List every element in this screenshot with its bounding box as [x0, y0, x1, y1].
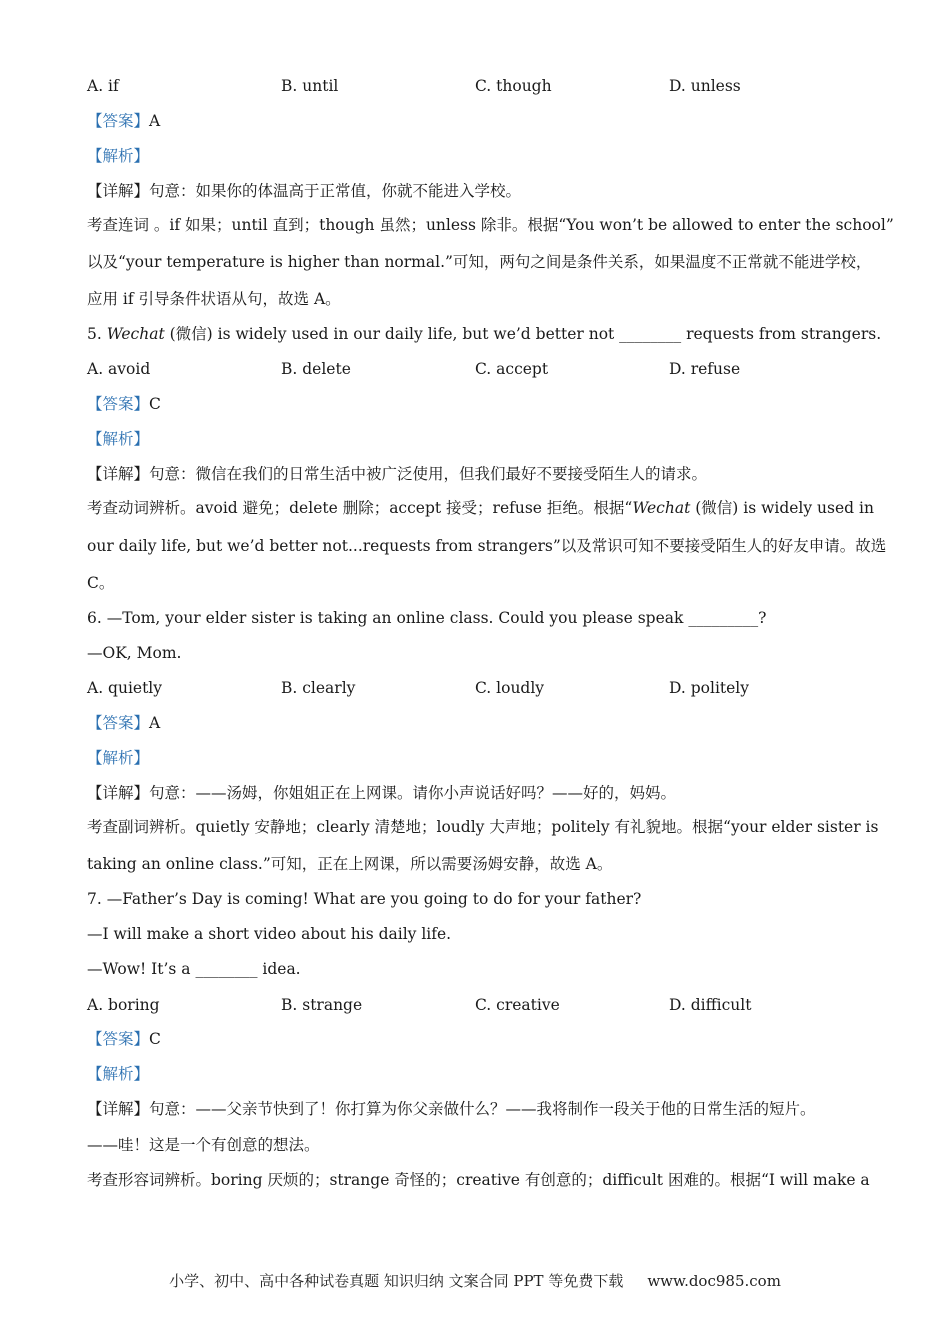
answer-tag: 【答案】 — [87, 1030, 150, 1048]
q7-option-d: D. difficult — [669, 996, 752, 1014]
q4-explanation-1: 考查连词 。if 如果；until 直到；though 虽然；unless 除非。根据“You won’t be allowed to enter the school” — [87, 216, 894, 234]
q5-exp1-wechat: Wechat — [632, 499, 691, 517]
q7-stem-2: —I will make a short video about his daily life. — [87, 925, 452, 943]
detail-text: 句意：——汤姆，你姐姐正在上网课。请你小声说话好吗？——好的，妈妈。 — [149, 784, 677, 802]
q7-analysis-tag: 【解析】 — [87, 1065, 150, 1083]
footer-url[interactable]: www.doc985.com — [647, 1272, 781, 1290]
q5-options — [87, 359, 887, 379]
q6-explanation-1: 考查副词辨析。quietly 安静地；clearly 清楚地；loudly 大声地；politely 有礼貌地。根据“your elder sister is — [87, 818, 879, 836]
q5-detail — [87, 464, 707, 484]
q5-answer — [87, 394, 161, 414]
q7-option-a: A. boring — [87, 996, 160, 1014]
q4-explanation-2: 以及“your temperature is higher than normal.”可知，两句之间是条件关系，如果温度不正常就不能进学校， — [87, 253, 872, 271]
q4-options — [87, 76, 887, 96]
q7-options — [87, 995, 887, 1015]
q5-explanation-2: our daily life, but we’d better not...requests from strangers”以及常识可知不要接受陌生人的好友申请。故选 — [87, 537, 887, 555]
q5-number: 5. — [87, 325, 107, 343]
q6-option-c: C. loudly — [475, 679, 545, 697]
detail-text: 句意：微信在我们的日常生活中被广泛使用，但我们最好不要接受陌生人的请求。 — [149, 465, 708, 483]
q5-explanation-1 — [87, 498, 874, 518]
q6-option-b: B. clearly — [281, 679, 356, 697]
detail-tag: 【详解】 — [87, 1100, 150, 1118]
q5-exp1-part-b: (微信) is widely used in — [690, 499, 874, 517]
answer-tag: 【答案】 — [87, 395, 150, 413]
q4-option-d: D. unless — [669, 77, 741, 95]
q4-detail — [87, 181, 521, 201]
answer-value: A — [149, 714, 161, 732]
q6-option-a: A. quietly — [87, 679, 163, 697]
q5-stem — [87, 324, 881, 344]
detail-text: 句意：——父亲节快到了！你打算为你父亲做什么？——我将制作一段关于他的日常生活的短片。 — [149, 1100, 816, 1118]
answer-value: C — [149, 1030, 161, 1048]
q6-answer — [87, 713, 160, 733]
q7-detail-2: ——哇！这是一个有创意的想法。 — [87, 1136, 320, 1154]
q7-stem-3: —Wow! It’s a ________ idea. — [87, 960, 301, 978]
q5-option-c: C. accept — [475, 360, 549, 378]
q7-answer — [87, 1029, 161, 1049]
q4-option-b: B. until — [281, 77, 339, 95]
q5-stem-rest: (微信) is widely used in our daily life, but we’d better not ________ requests from strangers. — [164, 325, 882, 343]
page-footer — [0, 1270, 950, 1291]
q6-stem-1: 6. —Tom, your elder sister is taking an online class. Could you please speak _________? — [87, 609, 767, 627]
answer-value: C — [149, 395, 161, 413]
q5-option-d: D. refuse — [669, 360, 741, 378]
detail-text: 句意：如果你的体温高于正常值，你就不能进入学校。 — [149, 182, 522, 200]
q7-option-b: B. strange — [281, 996, 363, 1014]
q4-option-c: C. though — [475, 77, 552, 95]
q5-wechat: Wechat — [106, 325, 165, 343]
q7-option-c: C. creative — [475, 996, 560, 1014]
q4-answer — [87, 111, 160, 131]
footer-text: 小学、初中、高中各种试卷真题 知识归纳 文案合同 PPT 等免费下载 — [169, 1272, 624, 1290]
q4-analysis-tag: 【解析】 — [87, 147, 150, 165]
answer-tag: 【答案】 — [87, 112, 150, 130]
q6-analysis-tag: 【解析】 — [87, 749, 150, 767]
q7-explanation-1: 考查形容词辨析。boring 厌烦的；strange 奇怪的；creative 有创意的；difficult 困难的。根据“I will make a — [87, 1171, 870, 1189]
q6-options — [87, 678, 887, 698]
q6-stem-2: —OK, Mom. — [87, 644, 182, 662]
q7-detail — [87, 1099, 816, 1119]
answer-tag: 【答案】 — [87, 714, 150, 732]
q5-explanation-3: C。 — [87, 574, 115, 592]
q5-analysis-tag: 【解析】 — [87, 430, 150, 448]
q6-detail — [87, 783, 676, 803]
q6-explanation-2: taking an online class.”可知，正在上网课，所以需要汤姆安静，故选 A。 — [87, 855, 613, 873]
q4-option-a: A. if — [87, 77, 119, 95]
detail-tag: 【详解】 — [87, 182, 150, 200]
detail-tag: 【详解】 — [87, 465, 150, 483]
answer-value: A — [149, 112, 161, 130]
q7-stem-1: 7. —Father’s Day is coming! What are you going to do for your father? — [87, 890, 642, 908]
q5-exp1-part-a: 考查动词辨析。avoid 避免；delete 删除；accept 接受；refuse 拒绝。根据“ — [87, 499, 633, 517]
q4-explanation-3: 应用 if 引导条件状语从句，故选 A。 — [87, 290, 341, 308]
q6-option-d: D. politely — [669, 679, 750, 697]
q5-option-b: B. delete — [281, 360, 351, 378]
detail-tag: 【详解】 — [87, 784, 150, 802]
q5-option-a: A. avoid — [87, 360, 151, 378]
